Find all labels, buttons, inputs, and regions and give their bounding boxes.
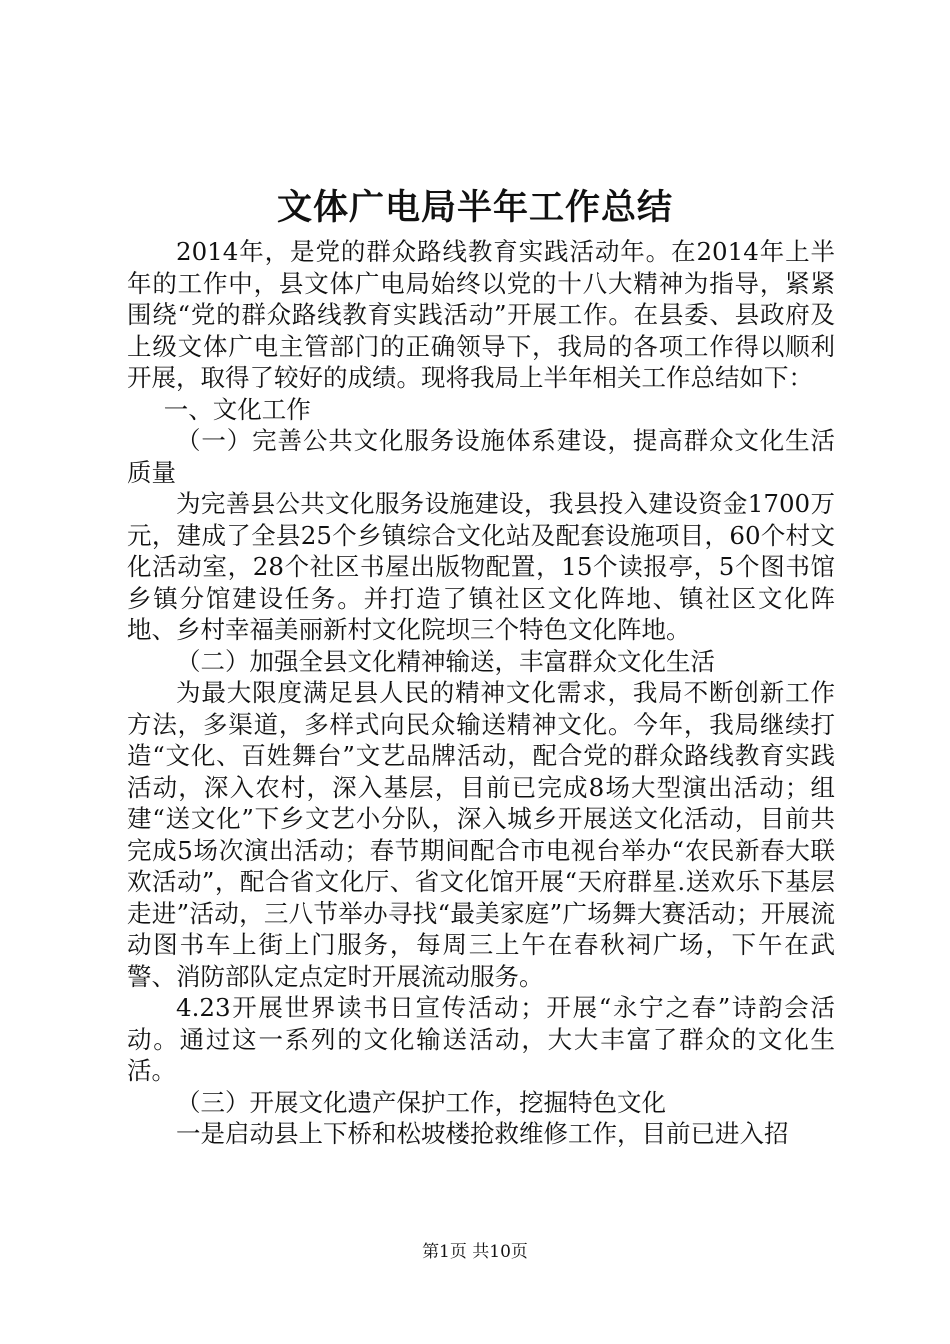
subsection-heading-1: （一）完善公共文化服务设施体系建设，提高群众文化生活质量 bbox=[127, 426, 835, 487]
paragraph-activities: 为最大限度满足县人民的精神文化需求，我局不断创新工作方法，多渠道，多样式向民众输送精神文化。今年，我局继续打造“文化、百姓舞台”文艺品牌活动，配合党的群众路线教育实践活动，深入农村，深入基层，目前已完成8场大型演出活动；组建“送文化”下乡文艺小分队，深入城乡开展送文化活动，目前共完成5场次演出活动；春节期间配合市电视台举办“农民新春大联欢活动”，配合省文化厅、省文化馆开展“天府群星.送欢乐下基层走进”活动，三八节举办寻找“最美家庭”广场舞大赛活动；开展流动图书车上街上门服务，每周三上午在春秋祠广场，下午在武警、消防部队定点定时开展流动服务。 bbox=[127, 678, 835, 991]
subsection-heading-3: （三）开展文化遗产保护工作，挖掘特色文化 bbox=[176, 1087, 666, 1117]
paragraph-heritage: 一是启动县上下桥和松坡楼抢救维修工作，目前已进入招 bbox=[176, 1119, 789, 1148]
subsection-heading-2: （二）加强全县文化精神输送，丰富群众文化生活 bbox=[176, 646, 715, 676]
paragraph-facilities: 为完善县公共文化服务设施建设，我县投入建设资金1700万元，建成了全县25个乡镇综合文化站及配套设施项目，60个村文化活动室，28个社区书屋出版物配置，15个读报亭，5个图书馆乡镇分馆建设任务。并打造了镇社区文化阵地、镇社区文化阵地、乡村幸福美丽新村文化院坝三个特色文化阵地。 bbox=[127, 489, 835, 644]
page-indicator: 第1页 共10页 bbox=[422, 1242, 528, 1262]
document-title: 文体广电局半年工作总结 bbox=[276, 187, 673, 228]
paragraph-intro: 2014年，是党的群众路线教育实践活动年。在2014年上半年的工作中，县文体广电局始终以党的十八大精神为指导，紧紧围绕“党的群众路线教育实践活动”开展工作。在县委、县政府及上级文体广电主管部门的正确领导下，我局的各项工作得以顺利开展，取得了较好的成绩。现将我局上半年相关工作总结如下： bbox=[127, 237, 835, 392]
paragraph-reading-day: 4.23开展世界读书日宣传活动；开展“永宁之春”诗韵会活动。通过这一系列的文化输送活动，大大丰富了群众的文化生活。 bbox=[127, 993, 835, 1085]
section-heading-culture: 一、文化工作 bbox=[163, 394, 311, 424]
document-body bbox=[127, 236, 835, 1150]
